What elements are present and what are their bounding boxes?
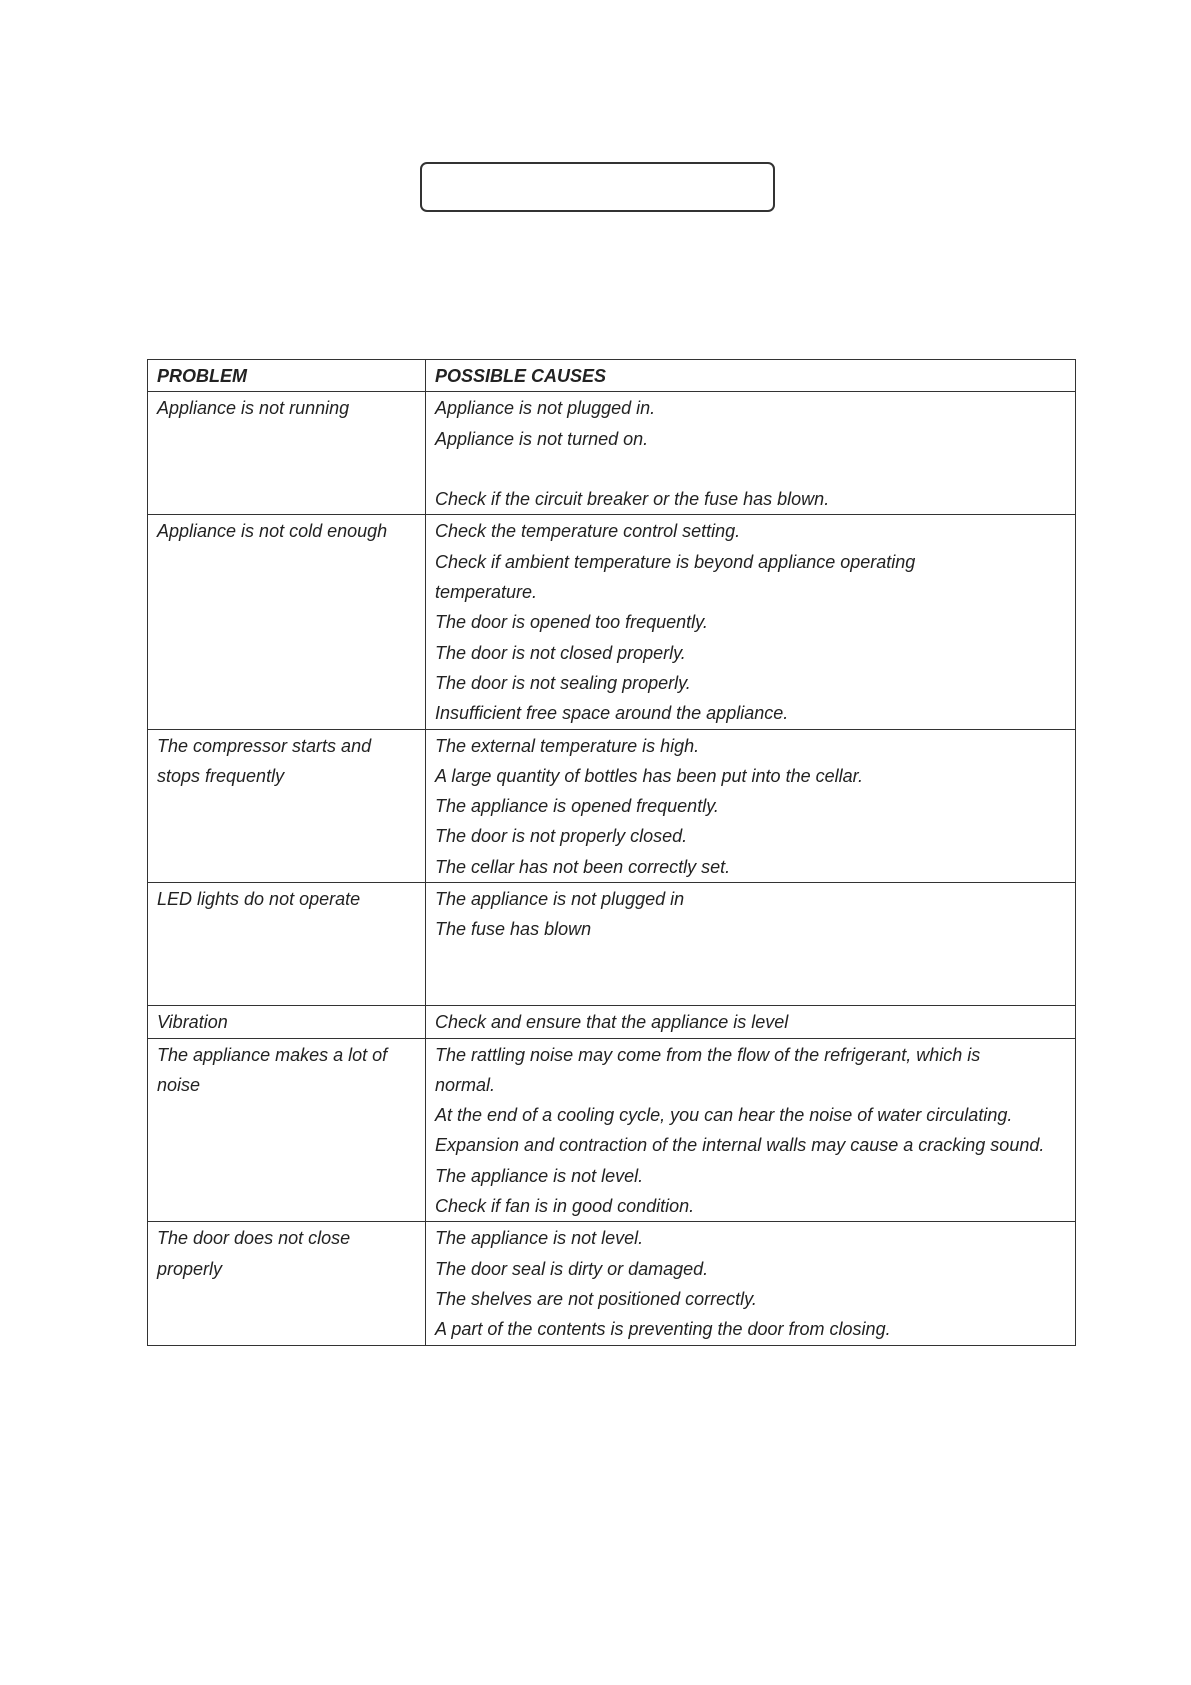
cause-item: The external temperature is high. [435,735,700,756]
cause-item: The cellar has not been correctly set. [435,856,731,877]
table-header-row [148,360,1076,392]
cause-item: Check the temperature control setting. [435,521,741,542]
cause-item: A part of the contents is preventing the door from closing. [435,1319,891,1340]
blank-line [435,975,1066,1005]
table-row [148,1038,1076,1222]
cause-item: Appliance is not plugged in. [435,398,656,419]
cause-item: Expansion and contraction of the internal walls may cause a cracking sound. [435,1135,1045,1156]
cause-item: The rattling noise may come from the flow of the refrigerant, which is normal. [435,1044,981,1095]
table-row [148,515,1076,729]
problem-cell: The compressor starts and stops frequently [148,729,426,882]
cause-item: Check and ensure that the appliance is level [435,1012,789,1033]
causes-cell [426,515,1076,729]
cause-item: At the end of a cooling cycle, you can hear the noise of water circulating. [435,1105,1013,1126]
problem-cell: Appliance is not cold enough [148,515,426,729]
cause-item: The appliance is not level. [435,1228,644,1249]
header-problem: PROBLEM [148,360,426,392]
blank-line [435,945,1066,975]
causes-cell [426,883,1076,1006]
cause-item: The shelves are not positioned correctly. [435,1288,757,1309]
cause-item: The appliance is not plugged in [435,889,685,910]
table-row [148,392,1076,515]
cause-item: The door is not closed properly. [435,642,686,663]
blank-line [435,454,1066,484]
cause-item: The door is not sealing properly. [435,672,691,693]
problem-cell: Vibration [148,1006,426,1038]
causes-cell [426,1006,1076,1038]
troubleshooting-table [147,359,1076,1346]
cause-item: The door is not properly closed. [435,826,688,847]
problem-cell: The appliance makes a lot of noise [148,1038,426,1222]
section-title-box [420,162,775,212]
table-row [148,1222,1076,1345]
cause-item: The door seal is dirty or damaged. [435,1258,709,1279]
cause-item: The appliance is opened frequently. [435,796,719,817]
causes-cell [426,1038,1076,1222]
table-row [148,883,1076,1006]
table-row [148,1006,1076,1038]
cause-item: Insufficient free space around the appliance. [435,703,789,724]
table-row [148,729,1076,882]
header-possible-causes: POSSIBLE CAUSES [426,360,1076,392]
cause-item: The fuse has blown [435,919,592,940]
cause-item: Appliance is not turned on. [435,428,649,449]
problem-cell: LED lights do not operate [148,883,426,1006]
cause-item: The appliance is not level. [435,1165,644,1186]
problem-cell: The door does not close properly [148,1222,426,1345]
causes-cell [426,1222,1076,1345]
cause-item: The door is opened too frequently. [435,612,708,633]
cause-item: A large quantity of bottles has been put into the cellar. [435,765,863,786]
cause-item: Check if fan is in good condition. [435,1196,695,1217]
causes-cell [426,392,1076,515]
problem-cell: Appliance is not running [148,392,426,515]
cause-item: Check if ambient temperature is beyond appliance operating temperature. [435,551,916,603]
cause-item: Check if the circuit breaker or the fuse has blown. [435,489,830,510]
causes-cell [426,729,1076,882]
